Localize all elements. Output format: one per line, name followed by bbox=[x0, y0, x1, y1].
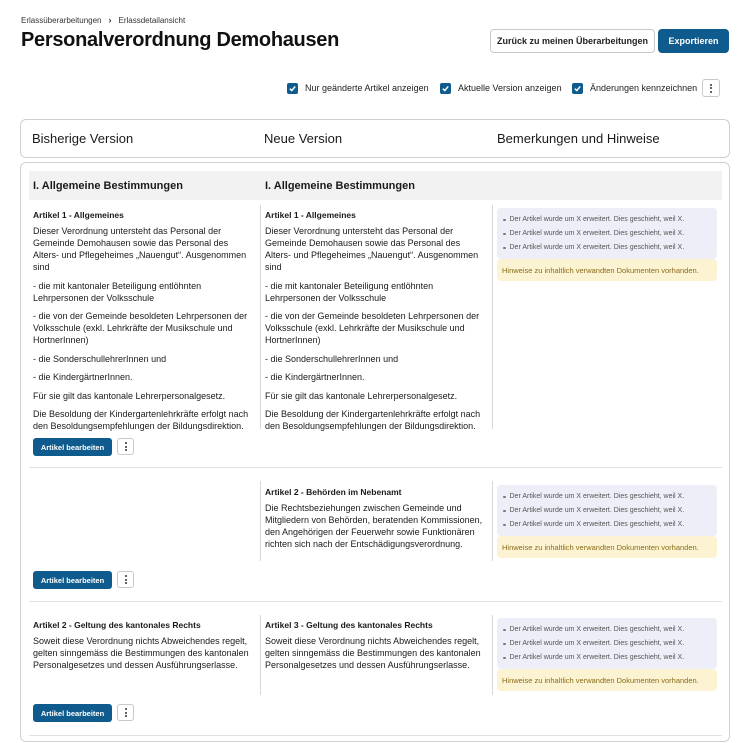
article-paragraph: Die Rechtsbeziehungen zwischen Gemeinde und Mitgliedern von Behörden, beratenden Kommissionen, den Angehörigen der Feuerwehr sowie Funktionären richten sich nach der Entschädigungsverordnung. bbox=[265, 503, 483, 549]
column-divider bbox=[260, 481, 261, 561]
article-title: Artikel 1 - Allgemeines bbox=[33, 210, 124, 220]
related-documents-hint[interactable]: Hinweise zu inhaltlich verwandten Dokumenten vorhanden. bbox=[497, 669, 717, 691]
section-title-old: I. Allgemeine Bestimmungen bbox=[33, 180, 183, 192]
article-paragraph: - die SonderschullehrerInnen und bbox=[33, 353, 167, 364]
back-to-revisions-button[interactable]: Zurück zu meinen Überarbeitungen bbox=[490, 29, 655, 53]
remark-item: Der Artikel wurde um X erweitert. Dies geschieht, weil X. bbox=[503, 651, 711, 665]
article-paragraph: - die von der Gemeinde besoldeten Lehrpersonen der Volksschule (exkl. Lehrkräfte der Musikschule und HortnerInnen) bbox=[265, 311, 480, 345]
article-paragraph: - die KindergärtnerInnen. bbox=[265, 372, 365, 382]
related-documents-hint[interactable]: Hinweise zu inhaltlich verwandten Dokumenten vorhanden. bbox=[497, 536, 717, 558]
article-more-button[interactable] bbox=[117, 571, 134, 588]
section-header bbox=[29, 171, 722, 200]
toggle-mark-changes[interactable] bbox=[572, 79, 697, 97]
edit-article-button[interactable]: Artikel bearbeiten bbox=[33, 704, 112, 722]
article-paragraph: Die Besoldung der Kindergartenlehrkräfte erfolgt nach den Besoldungsempfehlungen der Bildungsdirektion. bbox=[265, 409, 481, 431]
article-paragraph: - die KindergärtnerInnen. bbox=[33, 372, 133, 382]
column-divider bbox=[492, 205, 493, 429]
article-paragraph: Dieser Verordnung untersteht das Personal der Gemeinde Demohausen sowie das Personal des Alters- und Pflegeheimes „Nauengut“. Ausgenommen sind bbox=[33, 226, 247, 272]
article-paragraph: - die mit kantonaler Beteiligung entlöhnten Lehrpersonen der Volksschule bbox=[33, 280, 202, 303]
checkbox-checked-icon[interactable] bbox=[572, 83, 583, 94]
article-title: Artikel 3 - Geltung des kantonales Rechts bbox=[265, 620, 433, 630]
remark-item: Der Artikel wurde um X erweitert. Dies geschieht, weil X. bbox=[503, 637, 711, 651]
more-vertical-icon bbox=[125, 442, 127, 451]
edit-article-button[interactable]: Artikel bearbeiten bbox=[33, 438, 112, 456]
breadcrumb-item-revisions[interactable]: Erlassüberarbeitungen bbox=[21, 15, 102, 25]
more-vertical-icon bbox=[125, 575, 127, 584]
toggle-label: Aktuelle Version anzeigen bbox=[458, 83, 562, 93]
column-title-remarks: Bemerkungen und Hinweise bbox=[497, 131, 660, 146]
toggle-changed-only[interactable] bbox=[287, 79, 429, 97]
article-old bbox=[33, 619, 255, 678]
article-old bbox=[33, 209, 255, 439]
remark-item: Der Artikel wurde um X erweitert. Dies geschieht, weil X. bbox=[503, 518, 711, 532]
article-paragraph: Für sie gilt das kantonale Lehrerpersonalgesetz. bbox=[33, 390, 226, 401]
remarks-list bbox=[497, 485, 717, 536]
related-documents-hint[interactable]: Hinweise zu inhaltlich verwandten Dokumenten vorhanden. bbox=[497, 259, 717, 281]
article-more-button[interactable] bbox=[117, 438, 134, 455]
row-divider bbox=[29, 467, 722, 468]
article-paragraph: Dieser Verordnung untersteht das Personal der Gemeinde Demohausen sowie das Personal des Alters- und Pflegeheimes „Nauengut“. Ausgenommen sind bbox=[265, 226, 479, 272]
article-new bbox=[265, 486, 487, 557]
view-options bbox=[0, 79, 750, 99]
article-new bbox=[265, 619, 487, 678]
toggle-label: Änderungen kennzeichnen bbox=[590, 83, 698, 93]
comparison-card bbox=[20, 162, 730, 742]
breadcrumb bbox=[21, 15, 185, 25]
column-divider bbox=[260, 205, 261, 429]
remark-item: Der Artikel wurde um X erweitert. Dies geschieht, weil X. bbox=[503, 504, 711, 518]
article-paragraph: Soweit diese Verordnung nichts Abweichendes regelt, gelten sinngemäss die Bestimmungen des kantonalen Personalgesetzes und dessen Ausführungserlasse. bbox=[265, 636, 481, 670]
article-paragraph: Für sie gilt das kantonale Lehrerpersonalgesetz. bbox=[265, 390, 458, 401]
toggle-label: Nur geänderte Artikel anzeigen bbox=[305, 83, 429, 93]
column-header bbox=[20, 119, 730, 158]
column-divider bbox=[492, 481, 493, 561]
article-more-button[interactable] bbox=[117, 704, 134, 721]
column-title-old: Bisherige Version bbox=[32, 131, 134, 146]
column-divider bbox=[260, 615, 261, 695]
article-paragraph: Die Besoldung der Kindergartenlehrkräfte erfolgt nach den Besoldungsempfehlungen der Bildungsdirektion. bbox=[33, 409, 249, 431]
section-title-new: I. Allgemeine Bestimmungen bbox=[265, 180, 415, 192]
more-vertical-icon bbox=[710, 84, 712, 93]
article-paragraph: - die SonderschullehrerInnen und bbox=[265, 353, 399, 364]
remarks-list bbox=[497, 208, 717, 259]
more-vertical-icon bbox=[125, 708, 127, 717]
remarks-list bbox=[497, 618, 717, 669]
remark-item: Der Artikel wurde um X erweitert. Dies geschieht, weil X. bbox=[503, 623, 711, 637]
page-title: Personalverordnung Demohausen bbox=[21, 29, 340, 51]
article-new bbox=[265, 209, 487, 439]
article-title: Artikel 2 - Geltung des kantonales Rechts bbox=[33, 620, 201, 630]
remark-item: Der Artikel wurde um X erweitert. Dies geschieht, weil X. bbox=[503, 241, 711, 255]
article-paragraph: Soweit diese Verordnung nichts Abweichendes regelt, gelten sinngemäss die Bestimmungen des kantonalen Personalgesetzes und dessen Ausführungserlasse. bbox=[33, 636, 249, 670]
article-title: Artikel 1 - Allgemeines bbox=[265, 210, 356, 220]
article-paragraph: - die von der Gemeinde besoldeten Lehrpersonen der Volksschule (exkl. Lehrkräfte der Musikschule und HortnerInnen) bbox=[33, 311, 248, 345]
article-title: Artikel 2 - Behörden im Nebenamt bbox=[265, 487, 402, 497]
toggle-current-version[interactable] bbox=[440, 79, 562, 97]
checkbox-checked-icon[interactable] bbox=[440, 83, 451, 94]
article-paragraph: - die mit kantonaler Beteiligung entlöhnten Lehrpersonen der Volksschule bbox=[265, 280, 434, 303]
column-divider bbox=[492, 615, 493, 695]
remark-item: Der Artikel wurde um X erweitert. Dies geschieht, weil X. bbox=[503, 490, 711, 504]
export-button[interactable]: Exportieren bbox=[658, 29, 729, 53]
remark-item: Der Artikel wurde um X erweitert. Dies geschieht, weil X. bbox=[503, 213, 711, 227]
row-divider bbox=[29, 735, 722, 736]
more-options-button[interactable] bbox=[702, 79, 720, 97]
remark-item: Der Artikel wurde um X erweitert. Dies geschieht, weil X. bbox=[503, 227, 711, 241]
edit-article-button[interactable]: Artikel bearbeiten bbox=[33, 571, 112, 589]
breadcrumb-item-detail[interactable]: Erlassdetailansicht bbox=[118, 15, 186, 25]
row-divider bbox=[29, 601, 722, 602]
chevron-right-icon: › bbox=[108, 15, 112, 25]
column-title-new: Neue Version bbox=[264, 131, 343, 146]
checkbox-checked-icon[interactable] bbox=[287, 83, 298, 94]
